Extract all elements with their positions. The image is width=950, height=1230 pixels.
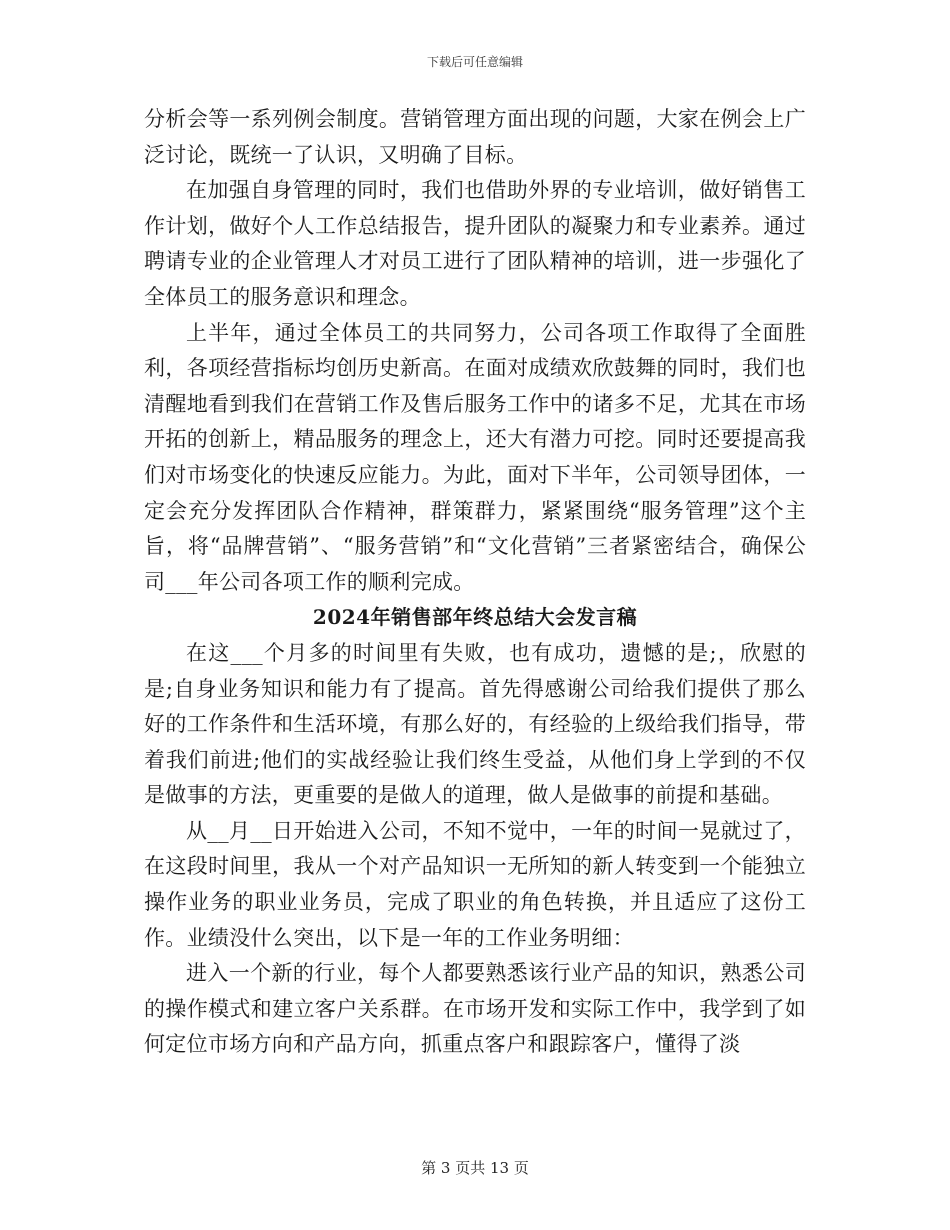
paragraph: 在这___个月多的时间里有失败，也有成功，遗憾的是;，欣慰的是;自身业务知识和能力有了提高。首先得感谢公司给我们提供了那么好的工作条件和生活环境，有那么好的，有经验的上级给我们指导，带着我们前进;他们的实战经验让我们终生受益，从他们身上学到的不仅是做事的方法，更重要的是做人的道理，做人是做事的前提和基础。	[144, 640, 806, 808]
paragraph: 在加强自身管理的同时，我们也借助外界的专业培训，做好销售工作计划，做好个人工作总结报告，提升团队的凝聚力和专业素养。通过聘请专业的企业管理人才对员工进行了团队精神的培训，进一步强化了全体员工的服务意识和理念。	[144, 178, 806, 309]
paragraph: 从__月__日开始进入公司，不知不觉中，一年的时间一晃就过了，在这段时间里，我从一个对产品知识一无所知的新人转变到一个能独立操作业务的职业业务员，完成了职业的角色转换，并且适应了这份工作。业绩没什么突出，以下是一年的工作业务明细：	[144, 818, 806, 950]
paragraph: 上半年，通过全体员工的共同努力，公司各项工作取得了全面胜利，各项经营指标均创历史新高。在面对成绩欢欣鼓舞的同时，我们也清醒地看到我们在营销工作及售后服务工作中的诸多不足，尤其在市场开拓的创新上，精品服务的理念上，还大有潜力可挖。同时还要提高我们对市场变化的快速反应能力。为此，面对下半年，公司领导团体，一定会充分发挥团队合作精神，群策群力，紧紧围绕“服务管理”这个主旨，将“品牌营销”、“服务营销”和“文化营销”三者紧密结合，确保公司___年公司各项工作的顺利完成。	[144, 320, 806, 594]
paragraph: 分析会等一系列例会制度。营销管理方面出现的问题，大家在例会上广泛讨论，既统一了认识，又明确了目标。	[144, 107, 806, 167]
paragraph: 进入一个新的行业，每个人都要熟悉该行业产品的知识，熟悉公司的操作模式和建立客户关系群。在市场开发和实际工作中，我学到了如何定位市场方向和产品方向，抓重点客户和跟踪客户，懂得了淡	[144, 961, 806, 1057]
page-footer: 第 3 页共 13 页	[421, 1159, 529, 1177]
section-title: 2024年销售部年终总结大会发言稿	[312, 605, 638, 630]
page-header: 下载后可任意编辑	[426, 55, 523, 69]
document-body	[144, 102, 806, 1063]
